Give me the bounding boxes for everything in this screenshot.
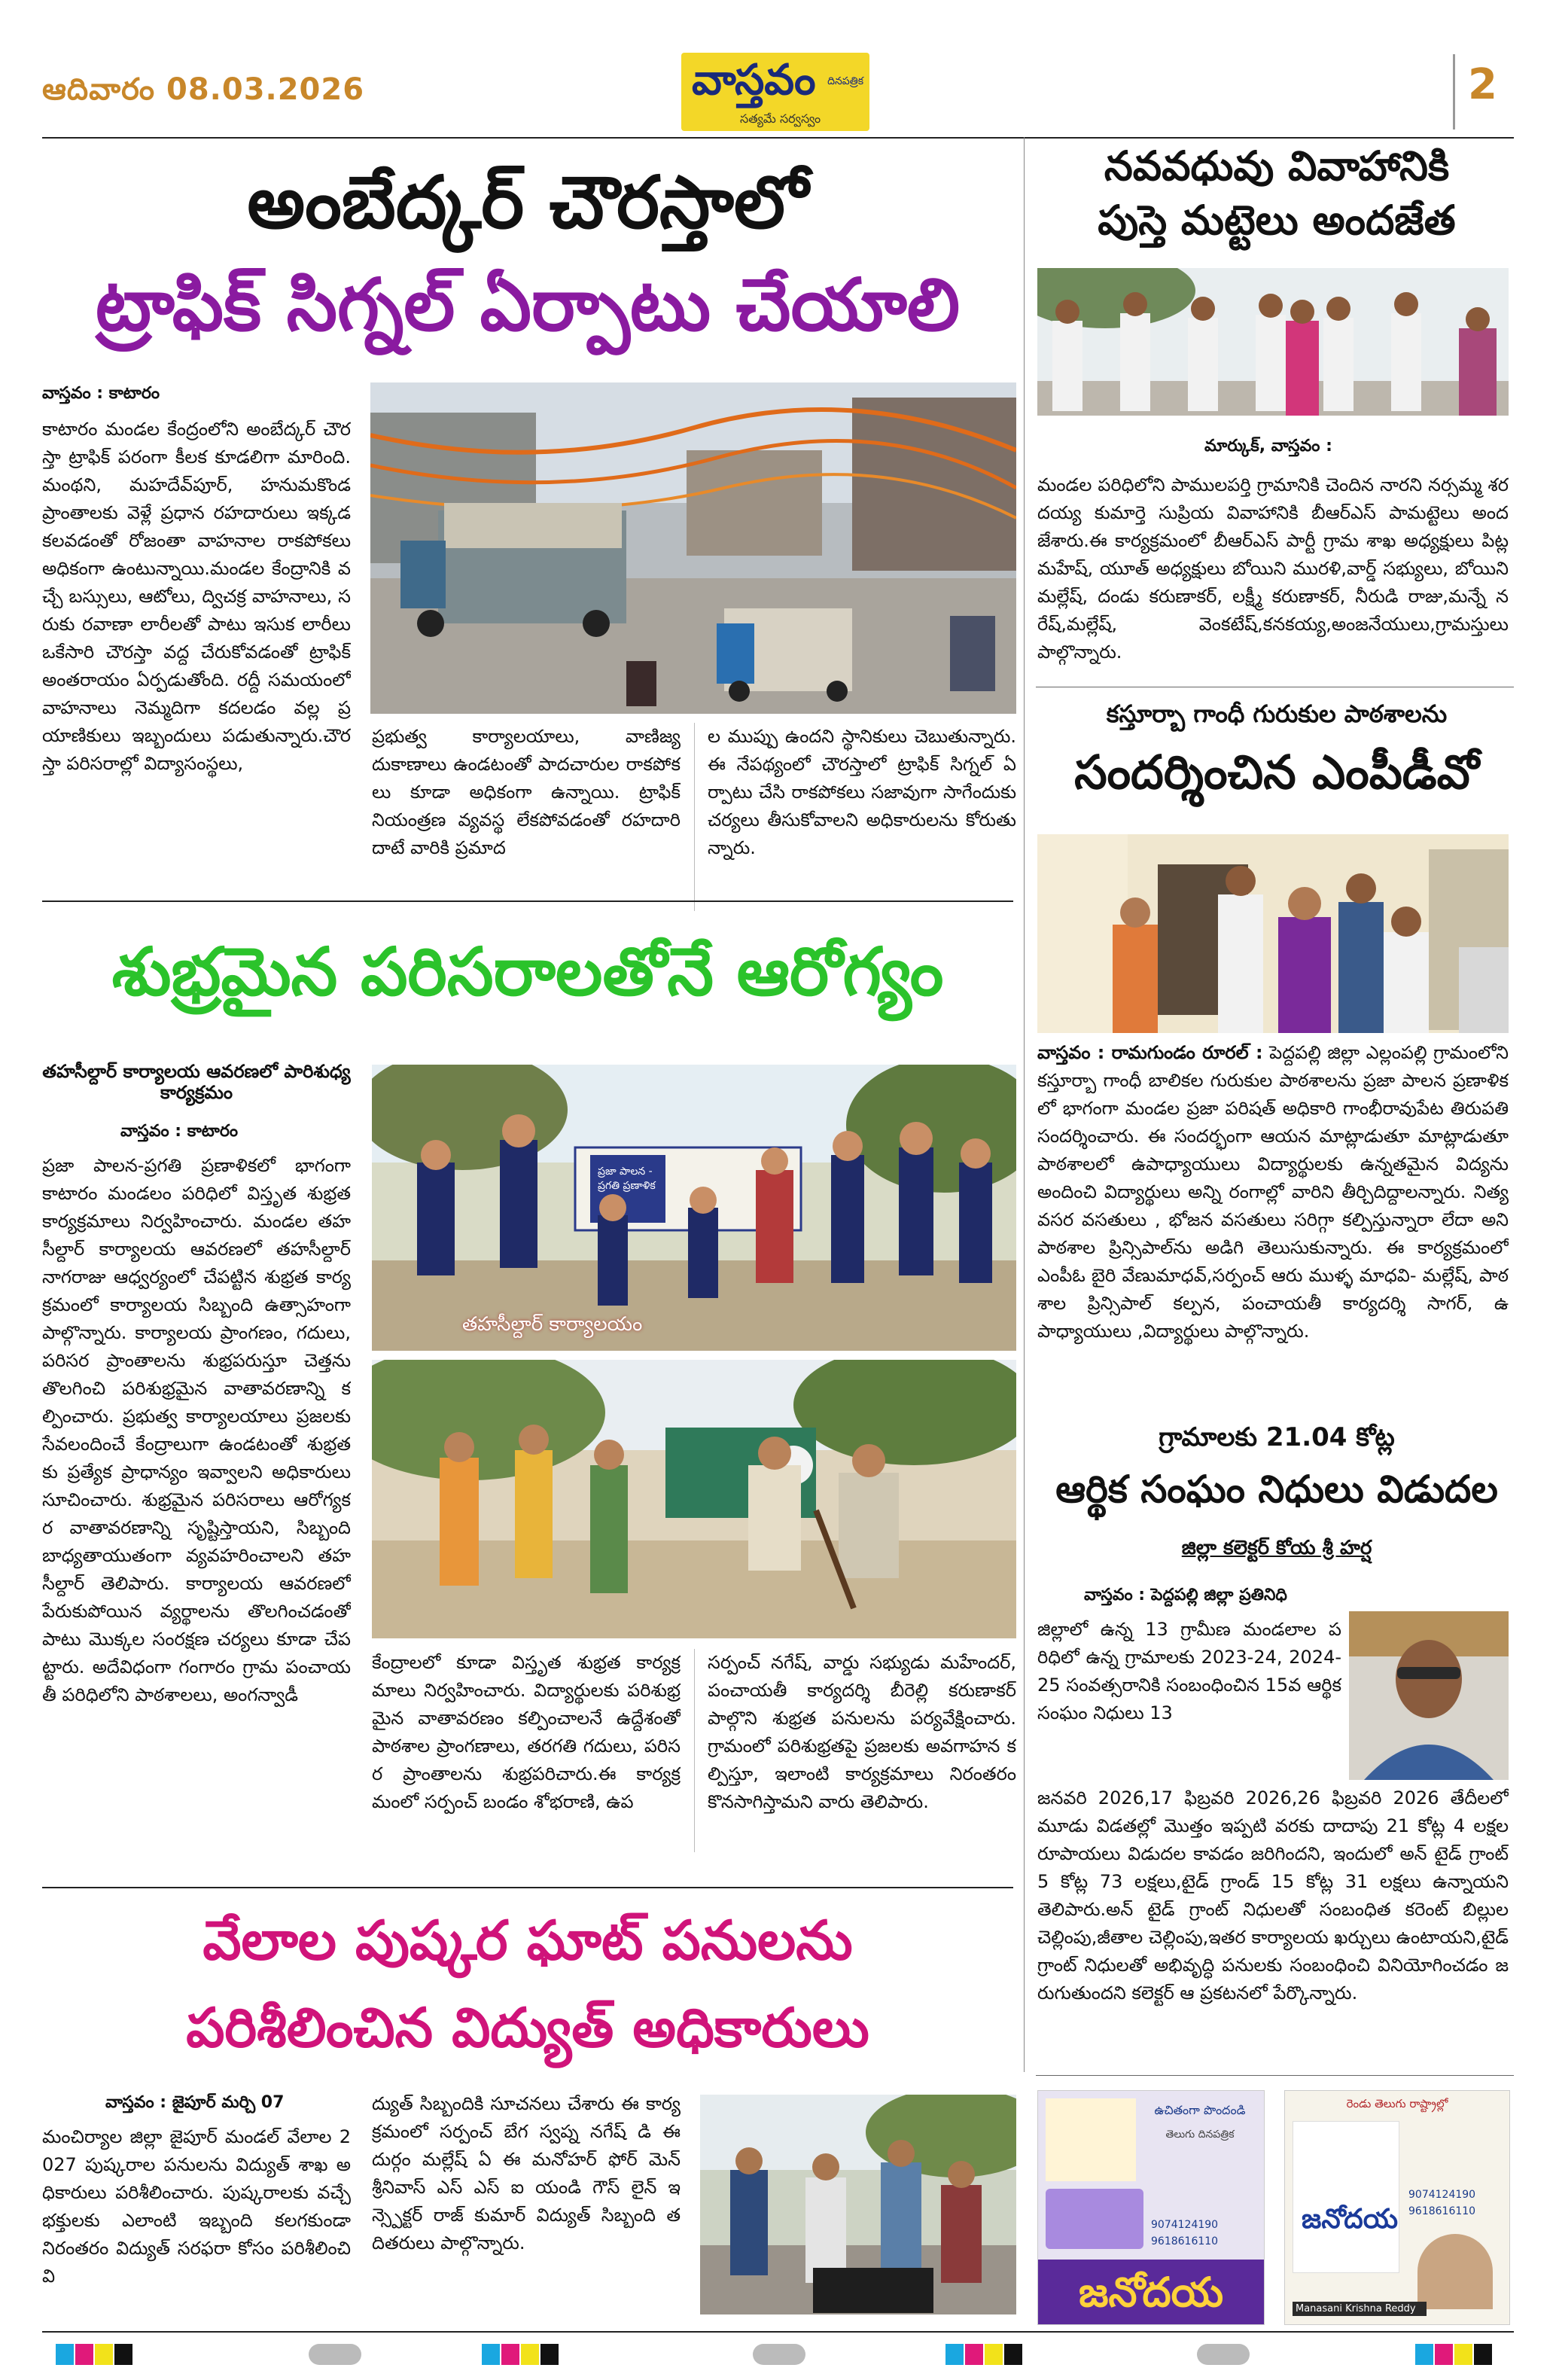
ad1-subtitle: తెలుగు దినపత్రిక xyxy=(1165,2129,1235,2141)
header-divider xyxy=(1453,54,1455,130)
pushkara-dateline: వాస్తవం : జైపూర్ మర్చి 07 xyxy=(105,2093,285,2112)
sanitation-headline: శుభ్రమైన పరిసరాలతోనే ఆరోగ్యం xyxy=(111,933,944,1010)
ad2-brand: జనోదయ xyxy=(1302,2204,1399,2235)
sanitation-body-col3: సర్పంచ్ నగేష్, వార్డు సభ్యుడు మహేందర్, పంచాయతీ కార్యదర్శి బీరెల్లి కరుణాకర్ పాల్గొని శుభ్రత పనులను పర్యవేక్షించారు. గ్రామంలో పరిశుభ్రతపై ప్రజలకు అవగాహన కల్పిస్తూ, ఇలాంటి కార్యక్రమాలు నిరంతరం కొనసాగిస్తామని వారు తెలిపారు. xyxy=(708,1652,1016,1812)
ad-janodaya-2[interactable] xyxy=(1284,2090,1510,2325)
bride-photo xyxy=(1037,268,1509,416)
school-headline: సందర్శించిన ఎంపీడీవో xyxy=(1074,745,1479,800)
main-column-divider xyxy=(1024,137,1025,2072)
ad2-name: Manasani Krishna Reddy xyxy=(1293,2302,1427,2316)
collector-photo xyxy=(1349,1611,1509,1780)
sanitation-photo-bottom xyxy=(372,1360,1016,1638)
bride-headline-1: నవవధువు వివాహానికి xyxy=(1104,142,1450,190)
masthead-tagline: సత్యమే సర్వస్వం xyxy=(740,111,821,126)
funds-headline: ఆర్థిక సంఘం నిధులు విడుదల xyxy=(1055,1467,1498,1511)
traffic-dateline: వాస్తవం : కాటారం xyxy=(42,384,160,403)
issue-date: ఆదివారం 08.03.2026 xyxy=(42,72,365,107)
funds-dateline: వాస్తవం : పెద్దపల్లి జిల్లా ప్రతినిధి xyxy=(1084,1586,1287,1604)
masthead-title: వాస్తవం xyxy=(692,56,816,105)
section-rule-1 xyxy=(42,900,1013,902)
sanitation-body-col2: కేంద్రాలలో కూడా విస్తృత శుభ్రత కార్యక్రమాలు నిర్వహించారు. విద్యార్థులకు పరిశుభ్రమైన వాతావరణం కల్పించాలనే ఉద్దేశంతో పాఠశాల ప్రాంగణాలు, తరగతి గదులు, పరిసర ప్రాంతాలను శుభ్రపరిచారు.ఈ కార్యక్రమంలో సర్పంచ్ బండం శోభరాణి, ఉప xyxy=(372,1652,681,1812)
pushkara-photo xyxy=(700,2095,1016,2314)
ad2-phone-1: 9074124190 xyxy=(1408,2189,1476,2201)
funds-subhead: జిల్లా కలెక్టర్ కోయ శ్రీ హర్ష xyxy=(1181,1537,1372,1559)
traffic-headline-2: ట్రాఫిక్ సిగ్నల్ ఏర్పాటు చేయాలి xyxy=(95,263,961,347)
right-rule-2 xyxy=(1036,2075,1514,2076)
ad1-brand: జనోదయ xyxy=(1078,2269,1224,2316)
bride-body: మండల పరిధిలోని పాములపర్తి గ్రామానికి చెందిన నారని నర్సమ్మ శరదయ్య కుమార్తె సుప్రియ వివాహానికి బీఆర్ఎస్ పామట్టెలు అందజేశారు.ఈ కార్యక్రమంలో బీఆర్ఎస్ పార్టీ గ్రామ శాఖ అధ్యక్షులు పిట్ల మహేష్, యూత్ అధ్యక్షులు బోయిని మురళి,వార్డ్ సభ్యులు, బోయిని మల్లేష్, దండు కరుణాకర్, లక్ష్మీ కరుణాకర్, నీరుడి రాజు,మన్నే నరేష్,మల్లేష్, వెంకటేష్,కనకయ్య,అంజనేయులు,గ్రామస్తులు పాల్గొన్నారు. xyxy=(1037,474,1509,663)
pushkara-body-col2: ద్యుత్ సిబ్బందికి సూచనలు చేశారు ఈ కార్యక్రమంలో సర్పంచ్ బేగ స్వప్న నగేష్ డి ఈ దుర్గం మల్లేష్ ఏ ఈ మనోహర్ ఫోర్ మెన్ శ్రీనివాస్ ఎస్ ఎస్ ఐ యండి గౌస్ లైన్ ఇన్స్పెక్టర్ రాజ్ కుమార్ విద్యుత్ సిబ్బంది తదితరులు పాల్గొన్నారు. xyxy=(372,2093,681,2254)
sanitation-photo-caption: తహసీల్దార్ కార్యాలయం xyxy=(462,1313,643,1336)
traffic-body-col3: ల ముప్పు ఉందని స్థానికులు చెబుతున్నారు.ఈ నేపథ్యంలో చౌరస్తాలో ట్రాఫిక్ సిగ్నల్ ఏర్పాటు చేసి రాకపోకలు సజావుగా సాగేందుకు చర్యలు తీసుకోవాలని అధికారులను కోరుతు న్నారు. xyxy=(708,726,1016,858)
page-number: 2 xyxy=(1468,60,1497,109)
school-body xyxy=(1037,1039,1509,1408)
footer-rule xyxy=(42,2331,1514,2333)
sanitation-body-col1: ప్రజా పాలన-ప్రగతి ప్రణాళికలో భాగంగా కాటారం మండలం పరిధిలో విస్తృత శుభ్రత కార్యక్రమాలు నిర్వహించారు. మండల తహసీల్దార్ కార్యాలయ ఆవరణలో తహసీల్దార్ నాగరాజు ఆధ్వర్యంలో చేపట్టిన శుభ్రత కార్యక్రమంలో కార్యాలయ సిబ్బంది ఉత్సాహంగా పాల్గొన్నారు. కార్యాలయ ప్రాంగణం, గదులు, పరిసర ప్రాంతాలను శుభ్రపరుస్తూ చెత్తను తొలగించి పరిశుభ్రమైన వాతావరణాన్ని కల్పించారు. ప్రభుత్వ కార్యాలయాలు ప్రజలకు సేవలందించే కేంద్రాలుగా ఉండటంతో శుభ్రతకు ప్రత్యేక ప్రాధాన్యం ఇవ్వాలని అధికారులు సూచించారు. శుభ్రమైన పరిసరాలు ఆరోగ్యకర వాతావరణాన్ని సృష్టిస్తాయని, సిబ్బంది బాధ్యతాయుతంగా వ్యవహరించాలని తహసీల్దార్ తెలిపారు. కార్యాలయ ఆవరణలో పేరుకుపోయిన వ్యర్థాలను తొలగించడంతో పాటు మొక్కల సంరక్షణ చర్యలు కూడా చేపట్టారు. అదేవిధంగా గంగారం గ్రామ పంచాయతీ పరిధిలోని పాఠశాలలు, అంగన్వాడీ xyxy=(42,1155,351,1705)
funds-body-wide: జనవరి 2026,17 ఫిబ్రవరి 2026,26 ఫిబ్రవరి 2026 తేదీలలో మూడు విడతల్లో మొత్తం ఇప్పటి వరకు దాదాపు 21 కోట్ల 4 లక్షల రూపాయలు విడుదల కావడం జరిగిందని, ఇందులో అన్ టైడ్ గ్రాంట్ 5 కోట్ల 73 లక్షలు,టైడ్ గ్రాండ్ 15 కోట్ల 31 లక్షలు ఉన్నాయని తెలిపారు.అన్ టైడ్ గ్రాంట్ నిధులతో సంబంధిత కరెంట్ బిల్లుల చెల్లింపు,జీతాల చెల్లింపు,ఇతర కార్యాలయ ఖర్చులు ఉంటాయని,టైడ్ గ్రాంట్ నిధులతో అభివృద్ధి పనులకు సంబంధించి వినియోగించడం జరుగుతుందని కలెక్టర్ ఆ ప్రకటనలో పేర్కొన్నారు. xyxy=(1037,1787,1509,2004)
ad-janodaya-1[interactable] xyxy=(1037,2090,1265,2325)
pushkara-headline-1: వేలాల పుష్కర ఘాట్ పనులను xyxy=(202,1909,853,1972)
ad2-portrait-icon xyxy=(1417,2234,1493,2309)
sanitation-photo-top xyxy=(372,1065,1016,1351)
traffic-body-col1: కాటారం మండల కేంద్రంలోని అంబేద్కర్ చౌరస్తా ట్రాఫిక్ పరంగా కీలక కూడలిగా మారింది. మంథని, మహదేవ్‌పూర్, హనుమకొండ ప్రాంతాలకు వెళ్లే ప్రధాన రహదారులు ఇక్కడ కలవడంతో రోజంతా వాహనాల రాకపోకలు అధికంగా ఉంటున్నాయి.మండల కేంద్రానికి వచ్చే బస్సులు, ఆటోలు, ద్విచక్ర వాహనాలు, సరుకు రవాణా లారీలతో పాటు ఇసుక లారీలు ఒకేసారి చౌరస్తా వద్ద చేరుకోవడంతో ట్రాఫిక్ అంతరాయం ఏర్పడుతోంది. రద్దీ సమయంలో వాహనాలు నెమ్మదిగా కదలడం వల్ల ప్రయాణికులు ఇబ్బందులు పడుతున్నారు.చౌరస్తా పరిసరాల్లో విద్యాసంస్థలు, xyxy=(42,419,351,774)
traffic-body-col2: ప్రభుత్వ కార్యాలయాలు, వాణిజ్య దుకాణాలు ఉండటంతో పాదచారుల రాకపోకలు కూడా అధికంగా ఉన్నాయి. ట్రాఫిక్ నియంత్రణ వ్యవస్థ లేకపోవడంతో రహదారి దాటే వారికి ప్రమాద xyxy=(372,726,681,858)
ad1-phone-1: 9074124190 xyxy=(1151,2219,1219,2231)
school-dateline: వాస్తవం : రామగుండం రూరల్ : xyxy=(1037,1042,1263,1063)
sanitation-dateline: వాస్తవం : కాటారం xyxy=(120,1122,239,1141)
masthead-side-label: దినపత్రిక xyxy=(827,75,863,87)
header-rule xyxy=(42,137,1514,139)
section-rule-2 xyxy=(42,1887,1013,1888)
sanitation-subhead: తహసీల్దార్ కార్యాలయ ఆవరణలో పారిశుధ్య కార్యక్రమం xyxy=(42,1061,351,1103)
traffic-photo xyxy=(370,382,1016,714)
funds-kicker: గ్రామాలకు 21.04 కోట్ల xyxy=(1159,1422,1395,1452)
ad2-phone-2: 9618616110 xyxy=(1408,2205,1476,2217)
school-kicker: కస్తూర్బా గాంధీ గురుకుల పాఠశాలను xyxy=(1106,699,1448,728)
traffic-headline-1: అంబేద్కర్ చౌరస్తాలో xyxy=(247,160,808,245)
bride-headline-2: పుస్తె మట్టెలు అందజేత xyxy=(1098,197,1456,244)
sanitation-col-rule xyxy=(694,1649,695,1852)
traffic-col-rule xyxy=(694,723,695,911)
masthead-logo xyxy=(681,53,869,131)
registration-marks xyxy=(0,2338,1556,2368)
school-body-text: పెద్దపల్లి జిల్లా ఎల్లంపల్లి గ్రామంలోని కస్తూర్బా గాంధీ బాలికల గురుకుల పాఠశాలను ప్రజా పాలన ప్రణాళికలో భాగంగా మండల ప్రజా పరిషత్ అధికారి గాంభీరావుపేట తిరుపతి సందర్శించారు. ఈ సందర్భంగా ఆయన మాట్లాడుతూ మాట్లాడుతూ పాఠశాలలో ఉపాధ్యాయులు విద్యార్థులకు ఉన్నతమైన విద్యను అందించి విద్యార్థులు అన్ని రంగాల్లో వారిని తీర్చిదిద్దాలన్నారు. నిత్యవసర వసతులు , భోజన వసతులు సరిగ్గా కల్పిస్తున్నారా లేదా అని పాఠశాల ప్రిన్సిపాల్‌ను అడిగి తెలుసుకున్నారు. ఈ కార్యక్రమంలో ఎంపీఓ బైరి వేణుమాధవ్,సర్పంచ్ ఆరు ముళ్ళ మాధవి- మల్లేష్, పాఠశాల ప్రిన్సిపాల్ కల్పన, పంచాయతీ కార్యదర్శి సాగర్, ఉపాధ్యాయులు ,విద్యార్థులు పాల్గొన్నారు. xyxy=(1037,1042,1509,1342)
ad1-heading: ఉచితంగా పొందండి xyxy=(1154,2103,1246,2117)
sanitation-banner-text: ప్రజా పాలన - ప్రగతి ప్రణాళిక xyxy=(598,1166,656,1192)
school-photo xyxy=(1037,834,1509,1033)
funds-body-narrow: జిల్లాలో ఉన్న 13 గ్రామీణ మండలాల పరిధిలో ఉన్న గ్రామాలకు 2023-24, 2024-25 సంవత్సరానికి సంబంధించిన 15వ ఆర్థిక సంఘం నిధులు 13 xyxy=(1037,1619,1341,1723)
ad2-heading: రెండు తెలుగు రాష్ట్రాల్లో xyxy=(1346,2097,1448,2110)
bride-dateline: మార్కుక్, వాస్తవం : xyxy=(1204,437,1332,456)
pushkara-body-col1: మంచిర్యాల జిల్లా జైపూర్ మండల్ వేలాల 2027 పుష్కరాల పనులను విద్యుత్ శాఖ అధికారులు పరిశీలించారు. పుష్కరాలకు వచ్చే భక్తులకు ఎలాంటి ఇబ్బంది కలగకుండా నిరంతరం విద్యుత్ సరఫరా కోసం పరిశీలించి వి xyxy=(42,2126,351,2287)
pushkara-headline-2: పరిశీలించిన విద్యుత్ అధికారులు xyxy=(186,1996,869,2059)
ad1-phone-2: 9618616110 xyxy=(1151,2235,1219,2247)
